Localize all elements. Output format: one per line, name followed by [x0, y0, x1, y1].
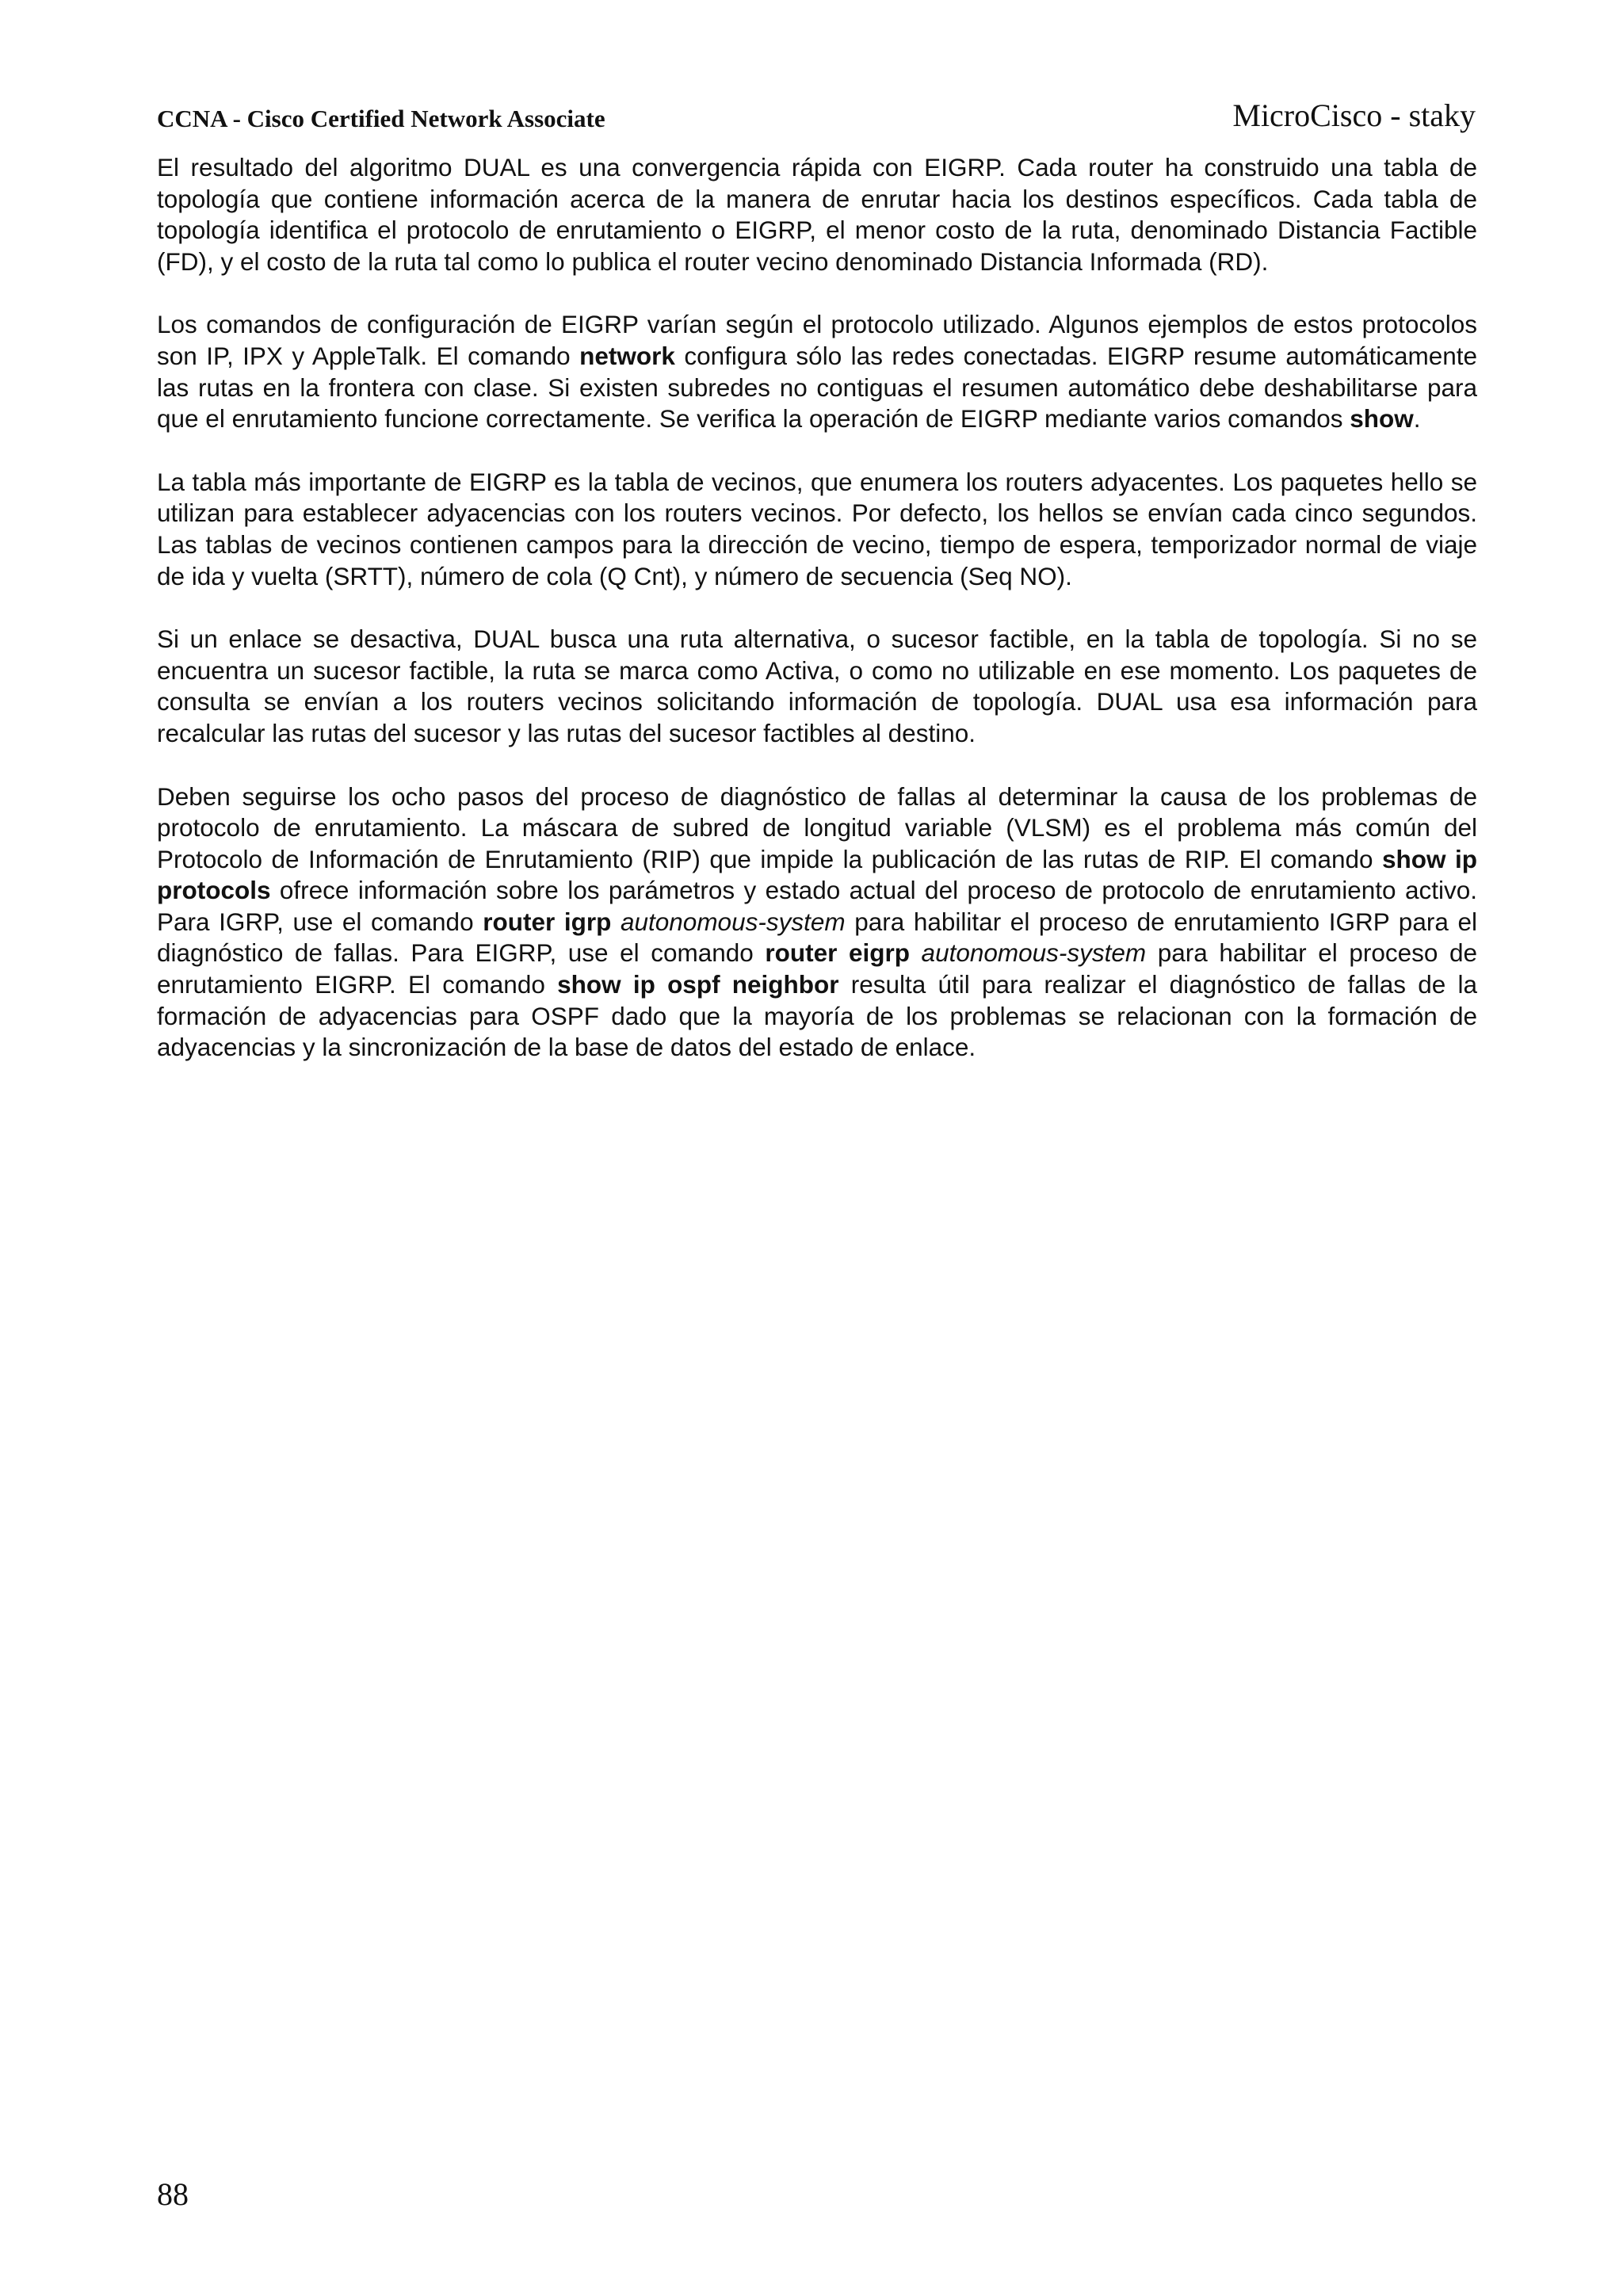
param-autonomous-system: autonomous-system [620, 907, 846, 936]
paragraph-troubleshooting [157, 781, 1477, 1064]
text-span: ofrece información sobre los parámetros y estado actual del proceso de protocolo de enrutamiento activo. Para IGRP, use el comando [157, 876, 1477, 936]
page-number: 88 [157, 2176, 189, 2212]
command-router-eigrp: router eigrp [765, 938, 910, 968]
param-autonomous-system: autonomous-system [921, 938, 1147, 968]
text-span: . [1413, 404, 1421, 434]
text-span: para habilitar el proceso de enrutamiento IGRP para el diagnóstico de fallas. Para EIGRP, use el comando [157, 907, 1477, 968]
text-span: Deben seguirse los ocho pasos del proceso de diagnóstico de fallas al determinar la causa de los problemas de protocolo de enrutamiento. La máscara de subred de longitud variable (VLSM) es el problema más común del Protocolo de Información de Enrutamiento (RIP) que impide la publicación de las rutas de RIP. El comando [157, 781, 1477, 873]
text-span: Si un enlace se desactiva, DUAL busca una ruta alternativa, o sucesor factible, en la tabla de topología. Si no se encuentra un sucesor factible, la ruta se marca como Activa, o como no utilizable en ese momento. Los paquetes de consulta se envían a los routers vecinos solicitando información de topología. DUAL usa esa información para recalcular las rutas del sucesor y las rutas del sucesor factibles al destino. [157, 625, 1477, 747]
command-show-ip-protocols: show ip protocols [157, 844, 1477, 905]
paragraph-neighbor-table [157, 467, 1477, 592]
text-span: para habilitar el proceso de enrutamiento EIGRP. El comando [157, 938, 1477, 999]
text-span: La tabla más importante de EIGRP es la tabla de vecinos, que enumera los routers adyacentes. Los paquetes hello se utilizan para establecer adyacencias con los routers vecinos. Por defecto, los hellos se envían cada cinco segundos. Las tablas de vecinos contienen campos para la dirección de vecino, tiempo de espera, temporizador normal de viaje de ida y vuelta (SRTT), número de cola (Q Cnt), y número de secuencia (Seq NO). [157, 467, 1477, 590]
command-router-igrp: router igrp [483, 907, 612, 936]
command-show-ip-ospf-neighbor: show ip ospf neighbor [557, 970, 839, 999]
text-span: resulta útil para realizar el diagnóstico de fallas de la formación de adyacencias para OSPF dado que la mayoría de los problemas se relacionan con la formación de adyacencias y la sincronización de la base de datos del estado de enlace. [157, 970, 1477, 1062]
paragraph-link-down [157, 624, 1477, 749]
text-span: El resultado del algoritmo DUAL es una convergencia rápida con EIGRP. Cada router ha construido una tabla de topología que contiene información acerca de la manera de enrutar hacia los destinos específicos. Cada tabla de topología identifica el protocolo de enrutamiento o EIGRP, el menor costo de la ruta, denominado Distancia Factible (FD), y el costo de la ruta tal como lo publica el router vecino denominado Distancia Informada (RD). [157, 153, 1477, 276]
command-show: show [1350, 404, 1414, 434]
header-title: CCNA - Cisco Certified Network Associate [157, 105, 605, 132]
text-span [910, 938, 922, 967]
header-author: MicroCisco - staky [1232, 97, 1476, 133]
command-network: network [579, 341, 675, 370]
paragraph-dual-convergence [157, 152, 1477, 277]
text-span: configura sólo las redes conectadas. EIGRP resume automáticamente las rutas en la frontera con clase. Si existen subredes no contiguas el resumen automático debe deshabilitarse para que el enrutamiento funcione correctamente. Se verifica la operación de EIGRP mediante varios comandos [157, 341, 1478, 434]
text-span [611, 907, 621, 936]
text-span: Los comandos de configuración de EIGRP varían según el protocolo utilizado. Algunos ejemplos de estos protocolos son IP, IPX y AppleTalk. El comando [157, 310, 1477, 370]
paragraph-eigrp-config [157, 309, 1477, 434]
page-header [157, 97, 1476, 141]
body-text [157, 152, 1477, 1095]
